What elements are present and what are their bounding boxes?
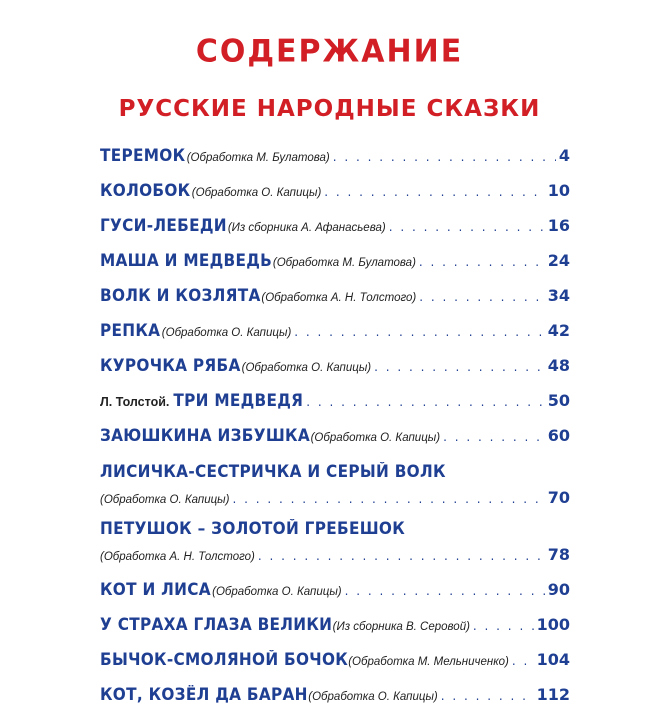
section-heading: РУССКИЕ НАРОДНЫЕ СКАЗКИ [118,96,541,122]
toc-entry-note: (Обработка О. Капицы) [308,691,438,703]
toc-entry-title: РЕПКА [100,321,161,341]
toc-entry-page: 60 [547,426,570,445]
leader-dots [419,290,544,304]
toc-entry-note: (Обработка М. Булатова) [272,257,416,269]
toc-entry-page: 48 [547,356,570,375]
toc-entry-page: 50 [547,391,570,410]
toc-entry [100,650,570,676]
leader-dots [345,584,545,598]
toc-entry-title: ГУСИ-ЛЕБЕДИ [100,216,227,236]
toc-entry-title: БЫЧОК-СМОЛЯНОЙ БОЧОК [100,650,349,670]
leader-dots [324,185,544,199]
leader-dots [419,255,545,269]
toc-entry-page: 78 [547,545,570,564]
toc-entry-page: 16 [547,216,570,235]
toc-entry [100,685,570,711]
leader-dots [232,492,544,506]
toc-entry [100,426,570,452]
leader-dots [306,395,544,409]
toc-entry-page: 100 [536,615,570,634]
toc-entry-title: ТЕРЕМОК [100,146,186,166]
leader-dots [294,325,544,339]
toc-entry-title: МАША И МЕДВЕДЬ [100,251,273,271]
toc-entry-page: 42 [547,321,570,340]
toc-entry-title: ВОЛК И КОЗЛЯТА [100,286,261,306]
leader-dots [512,654,534,668]
toc-entry [100,615,570,641]
toc-entry-page: 90 [547,580,570,599]
leader-dots [473,619,534,633]
toc-entry-note: (Обработка М. Мельниченко) [348,656,509,668]
toc-entry [100,321,570,347]
toc-entry [100,146,570,172]
leader-dots [443,430,545,444]
toc-entry-author: Л. Толстой. [100,395,170,409]
toc-entry [100,216,570,242]
toc-entry [100,391,570,417]
toc-entry-note: (Обработка О. Капицы) [241,362,372,374]
toc-entry [100,356,570,382]
toc-entry-title: КОЛОБОК [100,181,191,201]
toc-entry-title: ЗАЮШКИНА ИЗБУШКА [100,426,310,446]
toc-entry [100,181,570,207]
toc-entry-note: (Из сборника А. Афанасьева) [227,222,386,234]
toc-entry-page: 24 [547,251,570,270]
toc-entry-note: (Обработка О. Капицы) [161,327,292,339]
toc-entry [100,286,570,312]
toc-entry-note: (Обработка О. Капицы) [212,586,342,598]
toc-entry-note: (Обработка А. Н. Толстого) [100,551,255,563]
toc-entry-note: (Обработка А. Н. Толстого) [261,292,417,304]
toc-entry-page: 70 [547,488,570,507]
leader-dots [333,150,556,164]
toc-entry-title: ТРИ МЕДВЕДЯ [173,391,304,411]
leader-dots [374,360,545,374]
toc-entry-title: КОТ, КОЗЁЛ ДА БАРАН [100,685,308,705]
toc-entry-title: КУРОЧКА РЯБА [100,356,241,376]
toc-entry [100,251,570,277]
toc-entry [100,519,570,571]
toc-entry-note: (Обработка О. Капицы) [310,432,441,444]
toc-entry-note: (Обработка М. Булатова) [186,152,330,164]
toc-entry-title: У СТРАХА ГЛАЗА ВЕЛИКИ [100,615,333,635]
toc-entry-title: КОТ И ЛИСА [100,580,211,600]
toc-entry-page: 4 [558,146,570,165]
leader-dots [258,549,545,563]
toc-entry-page: 112 [536,685,570,704]
leader-dots [441,689,534,703]
toc-entry-note: (Из сборника В. Серовой) [332,621,470,633]
toc-entry-note: (Обработка О. Капицы) [191,187,322,199]
leader-dots [389,220,545,234]
page-title: СОДЕРЖАНИЕ [195,33,464,70]
toc-entry-page: 34 [547,286,570,305]
toc-entry [100,462,570,514]
toc-entry-page: 10 [547,181,570,200]
toc-entry-page: 104 [536,650,570,669]
toc-entry [100,580,570,606]
toc-entry-note: (Обработка О. Капицы) [100,494,230,506]
toc-entry-title: ЛИСИЧКА-СЕСТРИЧКА И СЕРЫЙ ВОЛК [100,462,446,482]
toc-entry-title: ПЕТУШОК – ЗОЛОТОЙ ГРЕБЕШОК [100,519,405,539]
